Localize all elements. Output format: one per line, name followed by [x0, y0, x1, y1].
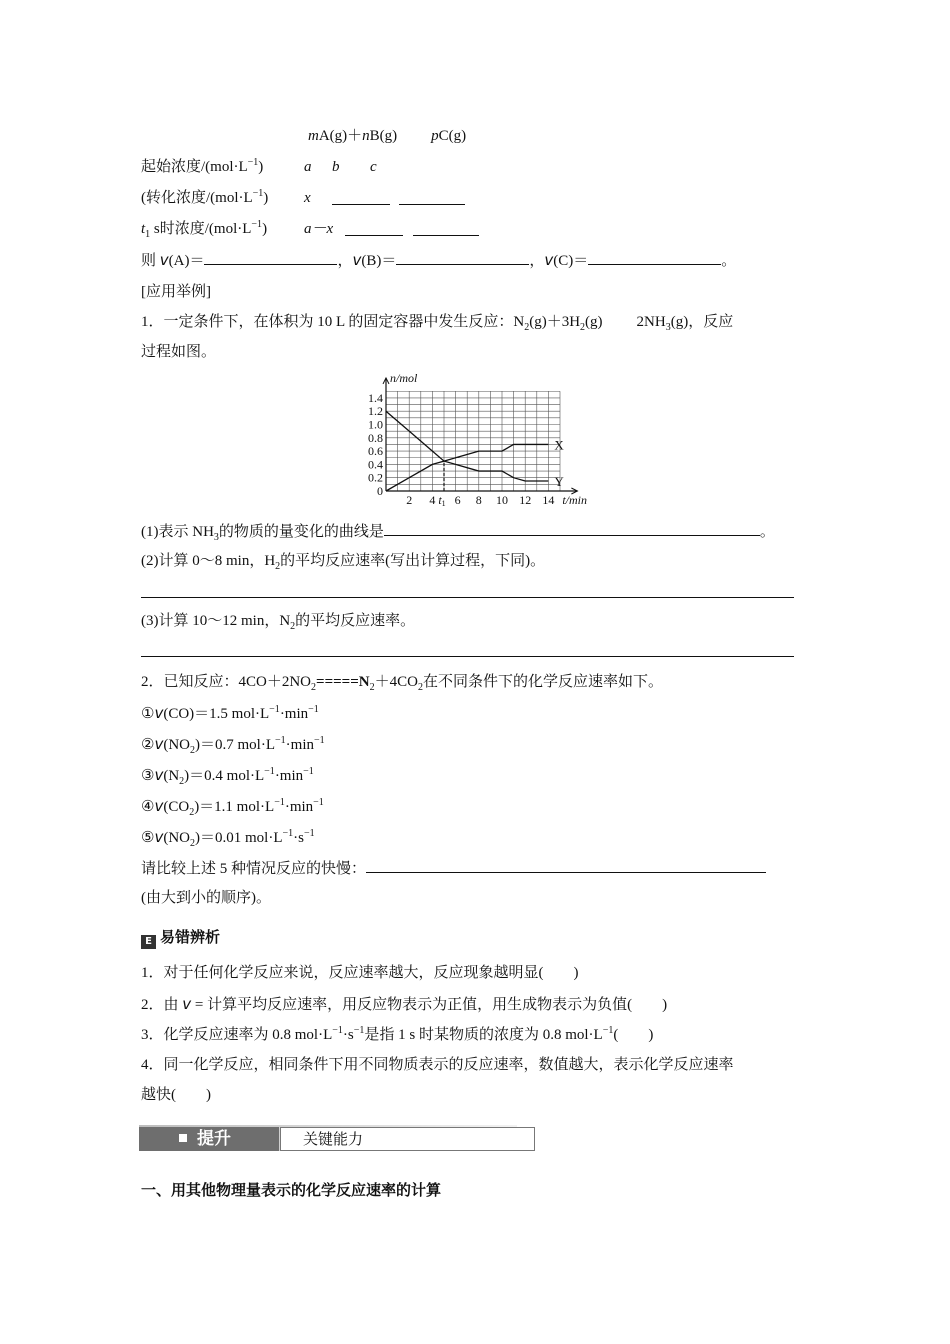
text: )＝0.7 mol·L	[195, 737, 276, 753]
text: ·min	[279, 706, 309, 722]
compare-line	[141, 858, 766, 879]
q1-text: 1．一定条件下，在体积为 10 L 的固定容器中发生反应：N	[141, 314, 525, 330]
y-tick-label: 1.0	[368, 417, 383, 432]
sup: −1	[308, 704, 319, 715]
paren: )	[258, 159, 264, 175]
sub: 2	[275, 561, 281, 572]
section-banner	[139, 1116, 517, 1160]
series-label-X: X	[554, 437, 564, 453]
sup: −1	[264, 766, 275, 777]
sup: −1	[269, 704, 280, 715]
v-symbol: v	[159, 251, 169, 269]
sub-q2-text: (2)计算 0～8 min，H	[141, 553, 276, 569]
y-tick-label: 1.2	[368, 404, 383, 419]
num: ④	[141, 799, 155, 815]
coef-m: m	[308, 128, 319, 144]
v-symbol: v	[182, 995, 192, 1013]
sub-q1-text: 的物质的量变化的曲线是	[218, 524, 384, 540]
q1-text: (g)	[585, 314, 603, 330]
sub: 3	[213, 532, 219, 543]
rate-c: (C)＝	[553, 253, 589, 269]
v-symbol: v	[544, 251, 554, 269]
sup: −1	[251, 219, 263, 230]
sub: 2	[179, 776, 185, 787]
sub-q1	[141, 521, 775, 542]
paren: )	[262, 221, 268, 237]
sub: 2	[190, 745, 196, 756]
text: )＝1.1 mol·L	[194, 799, 275, 815]
text: ·s	[342, 1027, 354, 1043]
sub-q3-text: 的平均反应速率。	[295, 613, 416, 629]
x-tick-sub: 1	[441, 499, 446, 508]
q2-text: =====N	[316, 674, 370, 690]
row-initial-label: 起始浓度/(mol·L	[141, 159, 248, 175]
v-symbol: v	[154, 828, 164, 846]
text: (NO	[163, 830, 191, 846]
error-2	[141, 994, 667, 1015]
rate-intro: 则	[141, 253, 160, 269]
text: (CO	[163, 799, 190, 815]
y-axis-label: n/mol	[390, 370, 418, 385]
q1-line1	[141, 312, 733, 332]
q2-text: 在不同条件下的化学反应速率如下。	[422, 674, 663, 690]
v-symbol: v	[154, 735, 164, 753]
t-symbol: t	[141, 221, 146, 237]
compare-text: 请比较上述 5 种情况反应的快慢：	[141, 861, 367, 877]
text: (NO	[163, 737, 191, 753]
section-title: 一、用其他物理量表示的化学反应速率的计算	[141, 1181, 442, 1199]
text: ( )	[613, 1027, 654, 1043]
period: 。	[759, 524, 775, 540]
q1-text: (g)＋3H	[529, 314, 581, 330]
sub: 3	[665, 322, 671, 333]
y-tick-label: 1.4	[368, 390, 383, 405]
x-tick-label: 6	[454, 493, 461, 507]
sup: −1	[282, 828, 294, 839]
compare-note: (由大到小的顺序)。	[141, 890, 271, 906]
rate-c-blank[interactable]	[588, 250, 721, 265]
sub: 2	[369, 682, 375, 693]
text: ·min	[274, 768, 304, 784]
t1-a-x: a－x	[304, 221, 334, 237]
answer-line-3[interactable]	[141, 656, 794, 657]
eq-a: A(g)＋	[318, 128, 363, 144]
apply-heading: [应用举例]	[141, 284, 211, 300]
v-symbol: v	[154, 704, 164, 722]
sup: −1	[247, 157, 259, 168]
x-tick-label: 8	[475, 493, 482, 507]
sup: −1	[252, 188, 264, 199]
num: ③	[141, 768, 155, 784]
answer-line-2[interactable]	[141, 597, 794, 598]
v-symbol: v	[352, 251, 362, 269]
num: ②	[141, 737, 155, 753]
series-label-Y: Y	[554, 474, 564, 490]
sub-q2-text: 的平均反应速率(写出计算过程，下同)。	[280, 553, 546, 569]
v-symbol: v	[154, 766, 164, 784]
sub: 2	[189, 807, 195, 818]
row-change	[141, 188, 268, 208]
error-4a: 4．同一化学反应，相同条件下用不同物质表示的反应速率，数值越大，表示化学反应速率	[141, 1057, 734, 1073]
text: (CO)＝1.5 mol·L	[163, 706, 270, 722]
q2-text: ＋4CO	[374, 674, 418, 690]
text: ·s	[293, 830, 304, 846]
text: ·min	[285, 737, 314, 753]
coef-p: p	[431, 128, 439, 144]
row-t1	[141, 219, 267, 239]
rate-5	[141, 827, 315, 848]
sup: −1	[304, 828, 315, 839]
text: = 计算平均反应速率，用反应物表示为正值，用生成物表示为负值( )	[191, 997, 668, 1013]
row-t1-label: s时浓度/(mol·L	[150, 221, 252, 237]
paren: )	[263, 190, 269, 206]
banner-box-label: 关键能力	[303, 1130, 364, 1148]
row-change-label: (转化浓度/(mol·L	[141, 190, 253, 206]
x-axis-label: t/min	[562, 493, 587, 507]
t1-c-blank[interactable]	[413, 221, 479, 236]
rate-b-blank[interactable]	[396, 250, 529, 265]
rate-line: 则 v(A)＝ ，v(B)＝ ，v(C)＝ 。	[141, 251, 737, 269]
x-tick-label: 14	[542, 493, 555, 507]
sup: −1	[332, 1025, 343, 1036]
errors-heading	[141, 928, 220, 949]
errors-heading-text: 易错辨析	[160, 930, 221, 946]
compare-blank[interactable]	[366, 858, 766, 873]
num: ⑤	[141, 830, 155, 846]
num: ①	[141, 706, 155, 722]
sup: −1	[275, 735, 286, 746]
section-e-icon: E	[141, 935, 156, 949]
eq-c: C(g)	[438, 128, 467, 144]
sub: 2	[290, 621, 296, 632]
sup: −1	[313, 797, 324, 808]
period: 。	[721, 253, 737, 269]
sub-q2	[141, 551, 545, 571]
text: 3．化学反应速率为 0.8 mol·L	[141, 1027, 333, 1043]
rate-1	[141, 703, 319, 724]
sub-q3	[141, 611, 415, 631]
sub: 2	[417, 682, 423, 693]
initial-b: b	[332, 159, 340, 175]
change-b-blank[interactable]	[332, 190, 390, 205]
q1-line2: 过程如图。	[141, 344, 217, 360]
text: )＝0.4 mol·L	[184, 768, 265, 784]
change-x: x	[304, 190, 311, 206]
y-tick-label: 0.6	[368, 444, 383, 459]
square-icon	[179, 1134, 187, 1142]
sup: −1	[303, 766, 314, 777]
q1-text: (g)，反应	[670, 314, 734, 330]
rate-a: (A)＝	[168, 253, 205, 269]
x-tick-label: 2	[406, 493, 413, 507]
error-3	[141, 1025, 653, 1045]
y-tick-label: 0	[377, 484, 383, 498]
x-tick-label: 10	[496, 493, 508, 507]
error-1: 1．对于任何化学反应来说，反应速率越大，反应现象越明显( )	[141, 965, 579, 981]
text: (N	[163, 768, 180, 784]
y-tick-label: 0.8	[368, 430, 383, 445]
sub: 2	[580, 322, 586, 333]
y-tick-label: 0.4	[368, 457, 383, 472]
rate-a-blank[interactable]	[204, 250, 337, 265]
rate-b: (B)＝	[361, 253, 397, 269]
text: ·min	[284, 799, 314, 815]
text: )＝0.01 mol·L	[195, 830, 283, 846]
sub: 1	[145, 229, 151, 240]
v-symbol: v	[154, 797, 164, 815]
sub-q1-blank[interactable]	[384, 521, 760, 536]
eq-b: B(g)	[369, 128, 398, 144]
equation	[308, 126, 466, 146]
coef-n: n	[362, 128, 370, 144]
sup: −1	[353, 1025, 365, 1036]
rate-2	[141, 734, 325, 755]
initial-c: c	[370, 159, 377, 175]
x-tick-label: 12	[519, 493, 532, 507]
sub: 2	[190, 838, 196, 849]
initial-a: a	[304, 159, 312, 175]
sub-q1-text: (1)表示 NH	[141, 524, 214, 540]
q1-text: 2NH	[636, 314, 666, 330]
q2-line	[141, 672, 663, 692]
text: 2．由	[141, 997, 183, 1013]
change-c-blank[interactable]	[399, 190, 465, 205]
rate-4	[141, 796, 324, 817]
sub: 2	[524, 322, 530, 333]
x-tick-label: 4	[429, 493, 436, 507]
banner-dark	[139, 1127, 279, 1151]
sup: −1	[274, 797, 285, 808]
rate-3	[141, 765, 314, 786]
sup: −1	[602, 1025, 614, 1036]
q2-text: 2．已知反应：4CO＋2NO	[141, 674, 312, 690]
t1-b-blank[interactable]	[345, 221, 403, 236]
sub-q3-text: (3)计算 10～12 min，N	[141, 613, 291, 629]
text: 是指 1 s 时某物质的浓度为 0.8 mol·L	[364, 1027, 603, 1043]
x-tick-label: t1	[438, 493, 446, 508]
row-initial	[141, 157, 263, 177]
banner-box	[280, 1127, 535, 1151]
banner-dark-label: 提升	[197, 1129, 231, 1149]
reaction-chart	[350, 364, 600, 514]
sub: 2	[311, 682, 317, 693]
error-4b: 越快( )	[141, 1087, 211, 1103]
sup: −1	[314, 735, 325, 746]
y-tick-label: 0.2	[368, 470, 383, 485]
